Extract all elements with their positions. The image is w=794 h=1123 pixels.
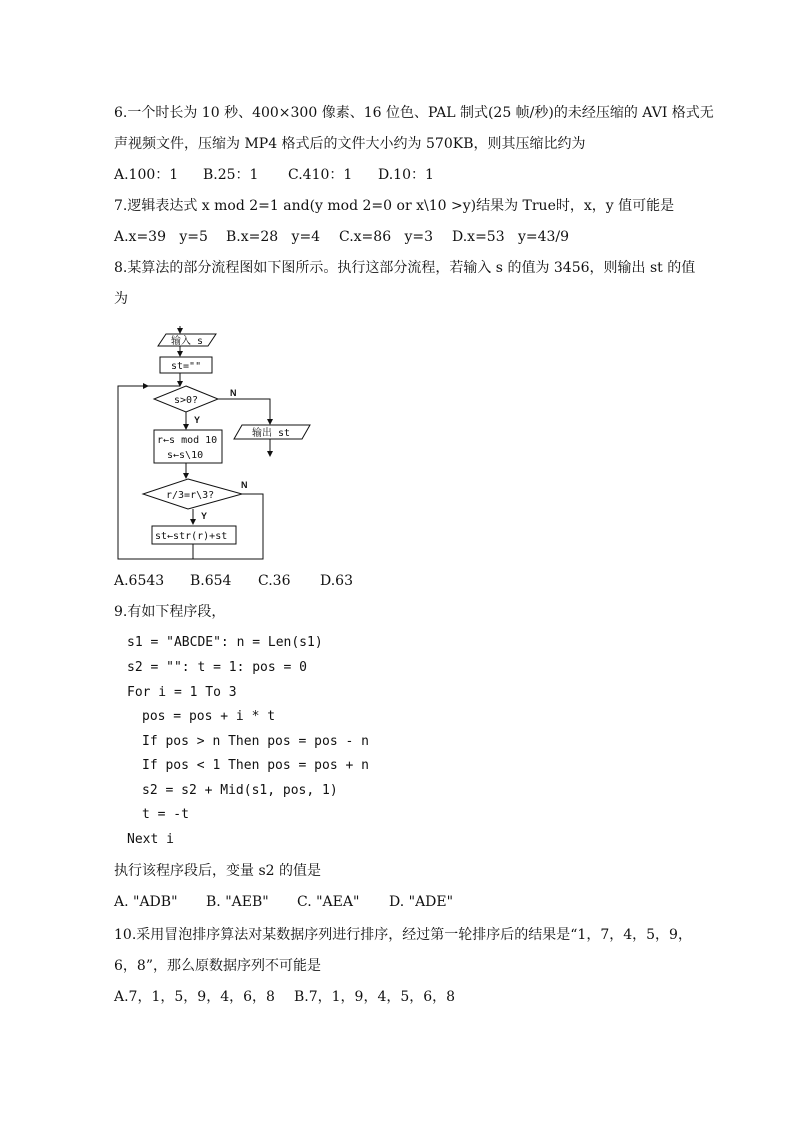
- flow-input-text: 输入 s: [171, 336, 204, 347]
- q9-code-line8: t = -t: [142, 807, 189, 822]
- q8-option-d: D.63: [320, 573, 353, 589]
- flow-step1-text: r←s mod 10: [157, 435, 218, 446]
- q8-flowchart: [108, 326, 318, 564]
- flow-yes2-label: Y: [201, 511, 208, 521]
- flow-step3-text: st←str(r)+st: [155, 531, 228, 542]
- q7-option-c: C.x=86 y=3: [339, 229, 434, 245]
- q10-option-b: B.7，1，9，4，5，6，8: [294, 989, 456, 1005]
- flow-output-text: 输出 st: [252, 428, 291, 439]
- q7-text-line1: 7.逻辑表达式 x mod 2=1 and(y mod 2=0 or x\10 >y)结果为 True时，x，y 值可能是: [114, 198, 675, 214]
- flow-step2-text: s←s\10: [167, 450, 204, 461]
- q10-text-line2: 6，8”，那么原数据序列不可能是: [114, 958, 321, 974]
- q9-code-line9: Next i: [127, 832, 174, 847]
- q10-text-line1: 10.采用冒泡排序算法对某数据序列进行排序，经过第一轮排序后的结果是“1，7，4，5，9，: [114, 927, 692, 943]
- q10-option-a: A.7，1，5，9，4，6，8: [114, 989, 275, 1005]
- q9-code-line5: If pos > n Then pos = pos - n: [142, 734, 369, 749]
- q8-text-line2: 为: [114, 291, 128, 307]
- flow-yes1-label: Y: [194, 415, 201, 425]
- flow-no2-label: N: [241, 480, 248, 490]
- q7-option-a: A.x=39 y=5: [114, 229, 208, 245]
- q6-option-b: B.25：1: [203, 167, 259, 183]
- q9-option-d: D. "ADE": [389, 894, 454, 910]
- q9-code-line2: s2 = "": t = 1: pos = 0: [127, 660, 308, 675]
- flow-cond2-text: r/3=r\3?: [166, 490, 215, 501]
- q6-text-line1: 6.一个时长为 10 秒、400×300 像素、16 位色、PAL 制式(25 帧/秒)的未经压缩的 AVI 格式无: [114, 105, 714, 121]
- q6-option-c: C.410：1: [288, 167, 353, 183]
- q6-text-line2: 声视频文件，压缩为 MP4 格式后的文件大小约为 570KB，则其压缩比约为: [114, 136, 586, 152]
- q9-option-a: A. "ADB": [114, 894, 178, 910]
- q9-code-line3: For i = 1 To 3: [127, 685, 237, 700]
- q9-code-line6: If pos < 1 Then pos = pos + n: [142, 758, 369, 773]
- flow-cond1-text: s>0?: [174, 395, 199, 406]
- flow-init-text: st="": [171, 361, 202, 372]
- q9-code-line1: s1 = "ABCDE": n = Len(s1): [127, 635, 323, 650]
- q7-option-d: D.x=53 y=43/9: [452, 229, 570, 245]
- q8-option-a: A.6543: [114, 573, 165, 589]
- q6-option-d: D.10：1: [378, 167, 434, 183]
- q9-question: 执行该程序段后，变量 s2 的值是: [114, 863, 321, 879]
- q9-option-c: C. "AEA": [297, 894, 360, 910]
- q7-option-b: B.x=28 y=4: [226, 229, 321, 245]
- flow-no1-label: N: [230, 388, 237, 398]
- q8-option-c: C.36: [258, 573, 291, 589]
- q9-text-line1: 9.有如下程序段，: [114, 604, 226, 620]
- q9-code-line4: pos = pos + i * t: [142, 709, 276, 724]
- q8-text-line1: 8.某算法的部分流程图如下图所示。执行这部分流程，若输入 s 的值为 3456，则输出 st 的值: [114, 260, 696, 276]
- q9-option-b: B. "AEB": [206, 894, 269, 910]
- q9-code-line7: s2 = s2 + Mid(s1, pos, 1): [142, 783, 338, 798]
- q6-option-a: A.100：1: [114, 167, 179, 183]
- q8-option-b: B.654: [190, 573, 232, 589]
